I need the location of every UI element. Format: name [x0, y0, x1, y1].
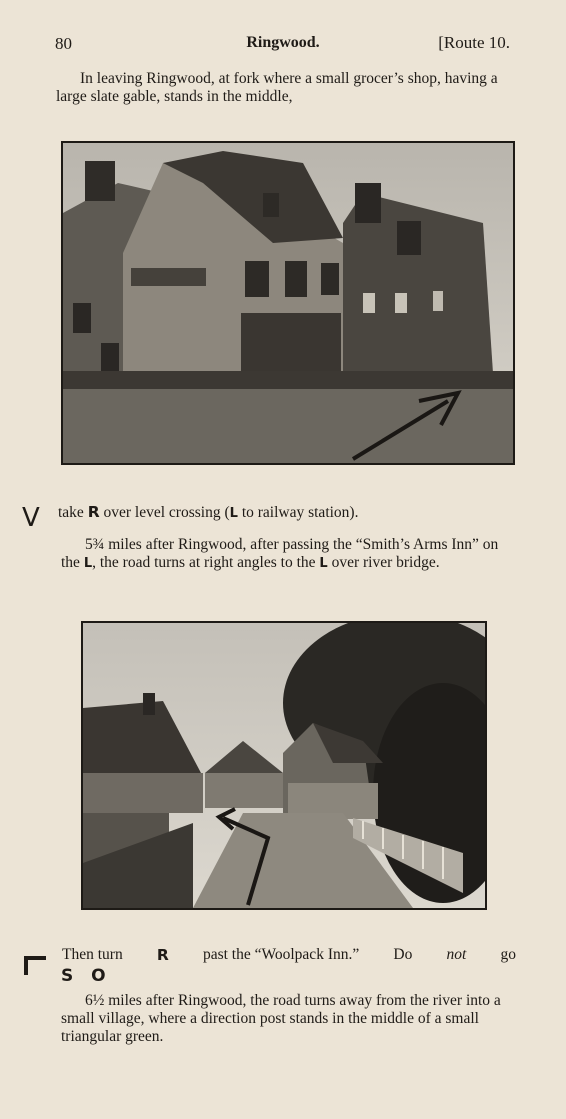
left-symbol: L	[319, 556, 328, 571]
page-number: 80	[55, 34, 72, 53]
direction-text-end: to railway station).	[241, 504, 359, 521]
straight-on-symbol: S O	[61, 966, 112, 986]
direction-text: go	[500, 946, 516, 963]
miles-value: 6½	[85, 992, 105, 1009]
intro-paragraph: In leaving Ringwood, at fork where a small grocer’s shop, having a large slate gable, stands in the middle,	[56, 70, 498, 105]
turn-right-corner-icon	[24, 955, 48, 975]
village-photo	[61, 141, 515, 465]
photo-lane-with-cottages-icon	[83, 623, 485, 908]
direction-text: Do	[393, 946, 413, 963]
direction-word: take	[58, 504, 84, 521]
paragraph-text: miles after Ringwood, after passing the “Smith’s Arms Inn” on the	[61, 536, 499, 571]
miles-value: 5¾	[85, 536, 105, 553]
direction-text: over level crossing (	[103, 504, 230, 521]
left-symbol: L	[83, 556, 93, 571]
right-symbol: R	[87, 503, 100, 521]
paragraph-text: over river bridge.	[331, 554, 440, 571]
direction-text: past the “Woolpack Inn.”	[202, 946, 360, 963]
direction-line-1	[58, 503, 358, 522]
photo-village-street-icon	[63, 143, 513, 463]
lane-photo	[81, 621, 487, 910]
paragraph-text: , the road turns at right angles to the	[92, 554, 316, 571]
route-label: [Route 10.	[438, 33, 510, 52]
mileage-paragraph-1	[61, 536, 513, 573]
direction-text: Then turn	[62, 946, 123, 963]
running-title: Ringwood.	[246, 34, 320, 51]
emphasis-not: not	[446, 946, 467, 963]
direction-line-2	[62, 946, 516, 964]
mileage-paragraph-2	[61, 992, 517, 1046]
right-symbol: R	[156, 946, 169, 964]
left-symbol: L	[229, 506, 238, 521]
paragraph-text: miles after Ringwood, the road turns away from the river into a small village, where a direction post stands in the middle of a small triangular green.	[61, 992, 501, 1045]
v-fork-symbol: V	[22, 503, 40, 533]
